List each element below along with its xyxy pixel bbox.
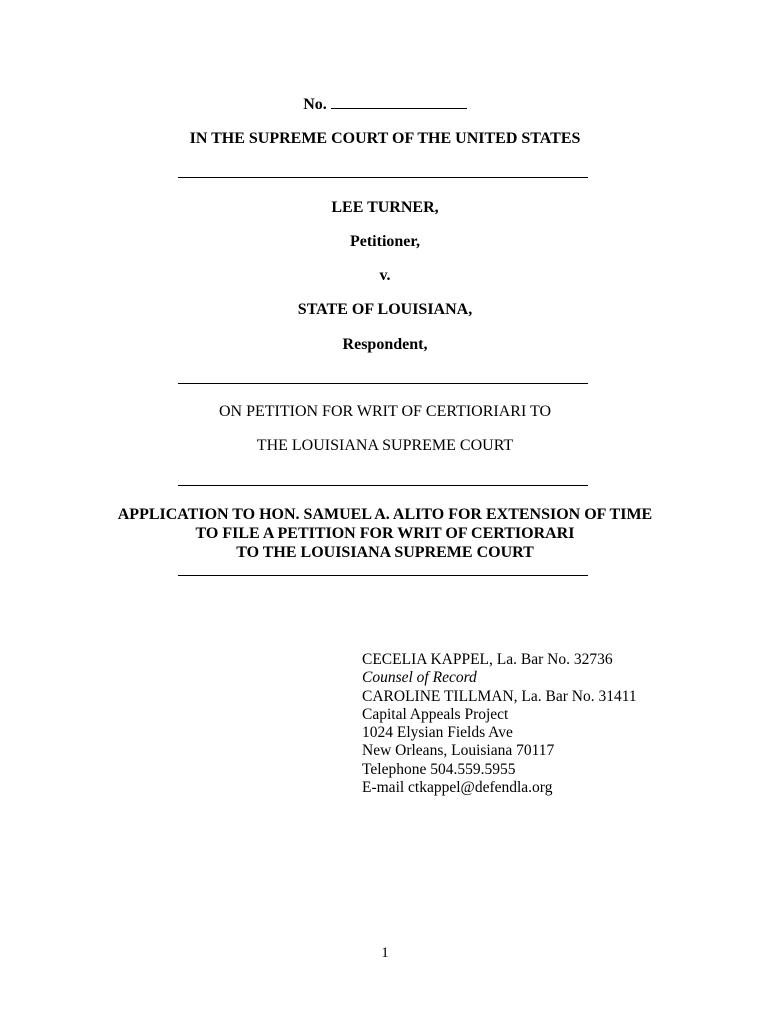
divider-rule xyxy=(178,575,588,576)
docket-blank-line xyxy=(331,94,467,109)
divider-rule xyxy=(178,177,588,178)
respondent-role: Respondent, xyxy=(342,336,428,353)
petitioner-role: Petitioner, xyxy=(349,233,421,250)
docket-label: No. xyxy=(303,96,327,113)
petition-line-2: THE LOUISIANA SUPREME COURT xyxy=(256,437,514,454)
divider-rule xyxy=(178,485,588,486)
application-line-2: TO FILE A PETITION FOR WRIT OF CERTIORARI xyxy=(195,525,575,542)
petitioner-name: LEE TURNER, xyxy=(331,199,439,216)
petition-line-1: ON PETITION FOR WRIT OF CERTIORIARI TO xyxy=(218,403,552,420)
counsel-city: New Orleans, Louisiana 70117 xyxy=(362,742,555,760)
counsel-of-record-label: Counsel of Record xyxy=(362,669,477,687)
counsel-street: 1024 Elysian Fields Ave xyxy=(362,724,513,742)
application-line-3: TO THE LOUISIANA SUPREME COURT xyxy=(236,544,534,561)
counsel-attorney-1: CECELIA KAPPEL, La. Bar No. 32736 xyxy=(362,651,613,668)
respondent-name: STATE OF LOUISIANA, xyxy=(297,301,473,318)
versus-label: v. xyxy=(379,267,391,284)
page-number: 1 xyxy=(381,945,389,961)
docket-number xyxy=(0,94,770,115)
counsel-block xyxy=(362,651,637,797)
counsel-attorney-2: CAROLINE TILLMAN, La. Bar No. 31411 xyxy=(362,687,637,705)
court-title: IN THE SUPREME COURT OF THE UNITED STATES xyxy=(189,130,581,147)
counsel-organization: Capital Appeals Project xyxy=(362,705,509,723)
counsel-email: E-mail ctkappel@defendla.org xyxy=(362,779,553,797)
application-line-1: APPLICATION TO HON. SAMUEL A. ALITO FOR EXTENSION OF TIME xyxy=(117,506,653,523)
divider-rule xyxy=(178,383,588,384)
counsel-telephone: Telephone 504.559.5955 xyxy=(362,760,516,778)
